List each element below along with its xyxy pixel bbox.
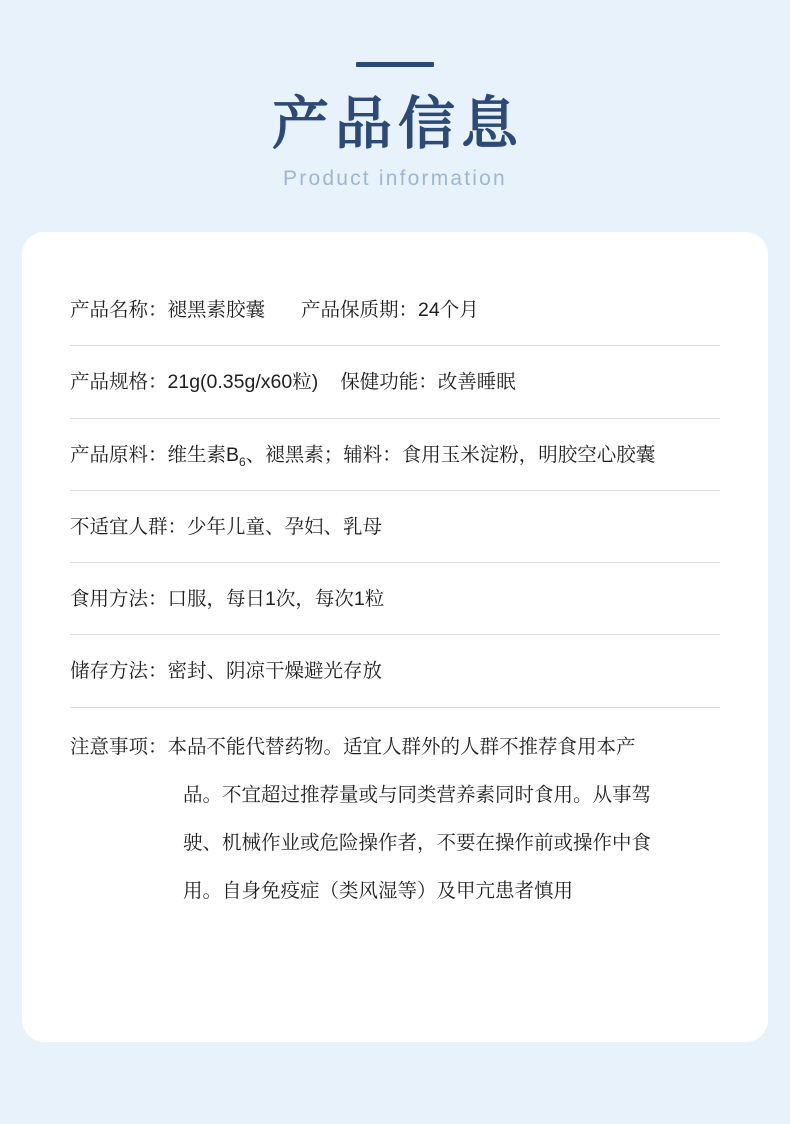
row-value-usage: 口服，每日1次，每次1粒	[167, 588, 385, 610]
page-subtitle: Product information	[283, 166, 507, 190]
row-value-product-name: 褪黑素胶囊	[167, 299, 266, 321]
row-label-ingredients: 产品原料：	[70, 443, 168, 466]
page-title: 产品信息	[272, 92, 524, 156]
row-pair-shelf-life	[301, 296, 479, 325]
row-label-health-function: 保健功能：	[340, 371, 438, 394]
row-value-ingredients-subscript: 6	[239, 454, 246, 469]
row-label-specification: 产品规格：	[70, 371, 168, 394]
row-value-storage: 密封、阴凉干燥避光存放	[167, 660, 383, 683]
table-row-usage	[70, 563, 720, 635]
precautions-line-2: 品。不宜超过推荐量或与同类营养素同时食用。从事驾	[183, 783, 652, 806]
row-label-storage: 储存方法：	[70, 660, 168, 683]
table-row-unsuitable-group	[70, 491, 720, 563]
table-row-ingredients	[70, 419, 720, 491]
row-label-product-name: 产品名称：	[70, 299, 168, 321]
row-value-health-function: 改善睡眠	[437, 371, 516, 394]
title-divider-rule	[356, 62, 434, 67]
precautions-line-4: 用。自身免疫症（类风湿等）及甲亢患者慎用	[183, 880, 574, 903]
table-row-storage	[70, 635, 720, 707]
row-value-shelf-life: 24个月	[418, 299, 479, 321]
product-info-table	[70, 270, 720, 926]
row-value-unsuitable-group: 少年儿童、孕妇、乳母	[187, 515, 383, 538]
row-label-shelf-life: 产品保质期：	[301, 299, 419, 321]
row-label-unsuitable-group: 不适宜人群：	[70, 515, 188, 538]
row-value-specification: 21g(0.35g/x60粒)	[167, 371, 319, 394]
row-pair-health-function	[340, 368, 516, 397]
precautions-line-1: 本品不能代替药物。适宜人群外的人群不推荐食用本产	[167, 735, 636, 758]
table-row-precautions	[70, 708, 720, 927]
product-info-card	[22, 232, 768, 1042]
row-label-precautions: 注意事项：	[70, 735, 168, 758]
table-row-product-name	[70, 270, 720, 346]
page-header	[0, 0, 790, 191]
row-value-ingredients-rest: 、褪黑素；辅料：食用玉米淀粉，明胶空心胶囊	[245, 443, 656, 466]
table-row-specification	[70, 346, 720, 418]
row-value-ingredients-vitamin: 维生素B	[167, 443, 240, 466]
precautions-line-3: 驶、机械作业或危险操作者，不要在操作前或操作中食	[183, 831, 652, 854]
row-label-usage: 食用方法：	[70, 588, 168, 610]
